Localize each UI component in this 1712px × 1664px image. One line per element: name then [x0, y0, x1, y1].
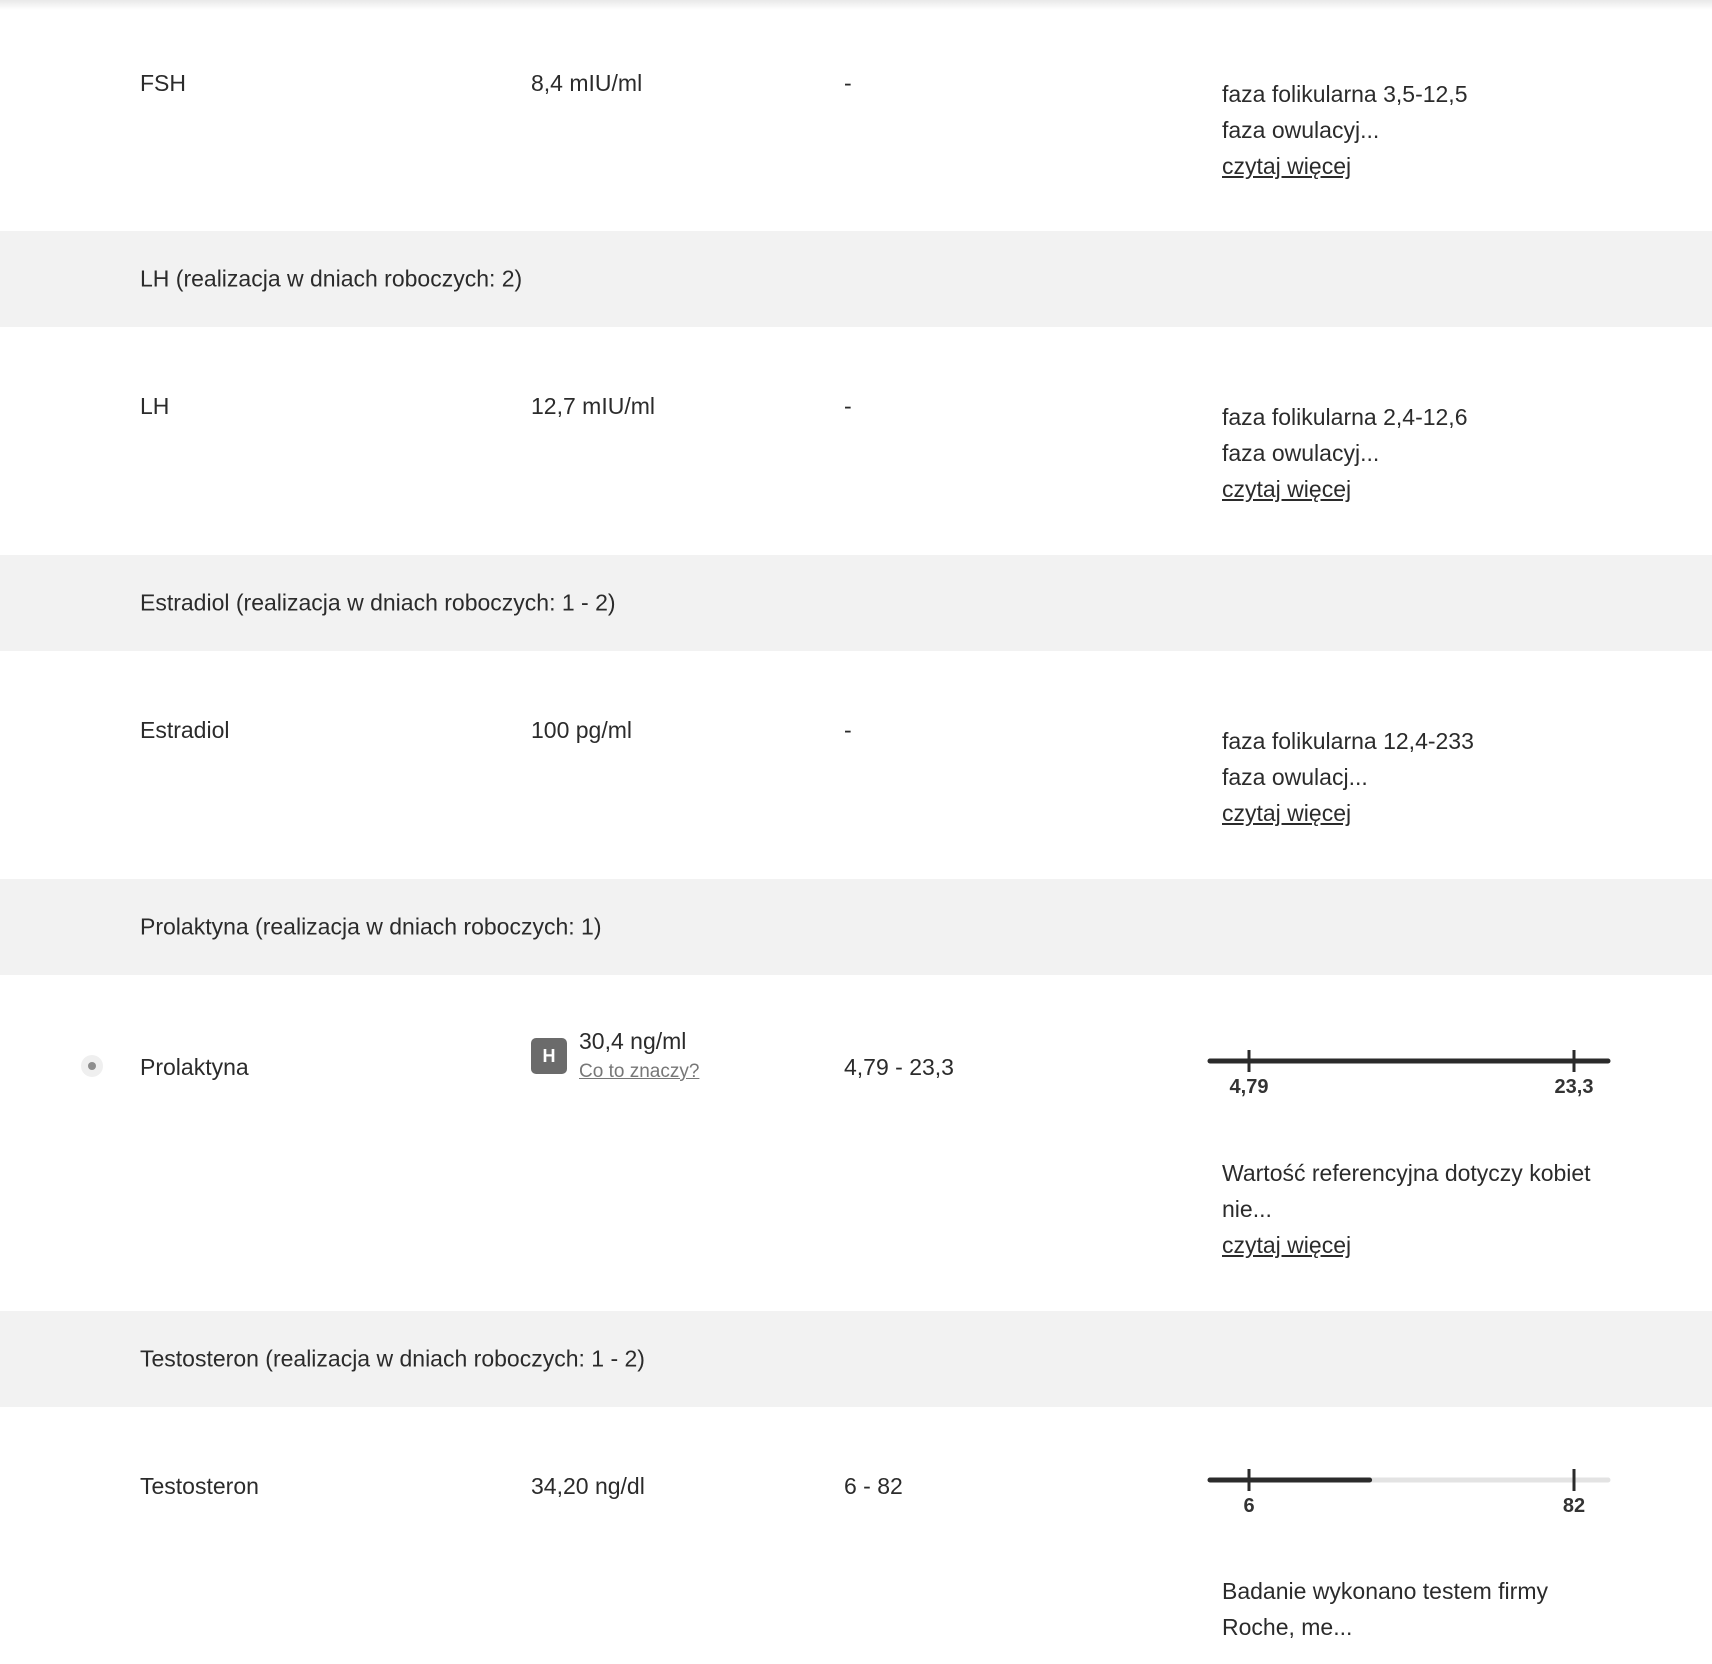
result-value: 100 pg/ml [531, 717, 633, 743]
result-name: LH [140, 393, 170, 419]
reference-text [1222, 1573, 1548, 1645]
result-row-lh [0, 327, 1712, 555]
group-header-estradiol [0, 555, 1712, 651]
group-header-testosteron [0, 1311, 1712, 1407]
reference-line-2: nie... [1222, 1196, 1272, 1222]
reference-line-2: Roche, me... [1222, 1614, 1353, 1640]
group-title: Estradiol (realizacja w dniach roboczych: 1 - 2) [140, 589, 616, 616]
group-header-prolaktyna [0, 879, 1712, 975]
result-row-prolaktyna [0, 975, 1712, 1311]
read-more-link[interactable]: czytaj więcej [1222, 476, 1352, 502]
read-more-link[interactable]: czytaj więcej [1222, 1232, 1352, 1258]
reference-line-1: faza folikularna 12,4-233 [1222, 728, 1474, 754]
result-row-fsh [0, 0, 1712, 231]
range-gauge [1206, 1465, 1612, 1525]
result-range: 6 - 82 [844, 1473, 903, 1499]
read-more-link[interactable]: czytaj więcej [1222, 153, 1352, 179]
reference-line-2: faza owulacyj... [1222, 440, 1380, 466]
reference-line-1: faza folikularna 2,4-12,6 [1222, 404, 1468, 430]
group-title: Testosteron (realizacja w dniach roboczych: 1 - 2) [140, 1345, 645, 1372]
result-value-block [579, 1028, 699, 1083]
abnormal-indicator-icon [81, 1055, 103, 1077]
group-title: Prolaktyna (realizacja w dniach roboczych: 1) [140, 913, 602, 940]
reference-text [1222, 399, 1468, 507]
reference-text [1222, 723, 1474, 831]
result-row-testosteron [0, 1407, 1712, 1664]
range-gauge-svg [1206, 1046, 1612, 1076]
result-value: 12,7 mIU/ml [531, 393, 655, 419]
result-value: 8,4 mIU/ml [531, 70, 643, 96]
result-range: - [844, 717, 852, 743]
result-name: Testosteron [140, 1473, 259, 1499]
group-header-lh [0, 231, 1712, 327]
read-more-link[interactable]: czytaj więcej [1222, 800, 1352, 826]
result-name: FSH [140, 70, 186, 96]
result-value: 30,4 ng/ml [579, 1028, 687, 1054]
result-value: 34,20 ng/dl [531, 1473, 645, 1499]
result-row-estradiol [0, 651, 1712, 879]
result-name: Prolaktyna [140, 1054, 249, 1080]
result-range: - [844, 70, 852, 96]
gauge-low-label: 6 [1243, 1495, 1255, 1517]
reference-line-1: Badanie wykonano testem firmy [1222, 1578, 1548, 1604]
gauge-low-label: 4,79 [1229, 1076, 1269, 1098]
reference-line-1: faza folikularna 3,5-12,5 [1222, 81, 1468, 107]
gauge-high-label: 23,3 [1554, 1076, 1594, 1098]
what-does-it-mean-link[interactable]: Co to znaczy? [579, 1061, 700, 1082]
group-title: LH (realizacja w dniach roboczych: 2) [140, 265, 523, 292]
reference-line-1: Wartość referencyjna dotyczy kobiet [1222, 1160, 1591, 1186]
high-flag-badge: H [531, 1038, 567, 1074]
result-range: 4,79 - 23,3 [844, 1054, 954, 1080]
result-range: - [844, 393, 852, 419]
reference-text [1222, 76, 1468, 184]
reference-line-2: faza owulacyj... [1222, 117, 1380, 143]
reference-text [1222, 1155, 1591, 1263]
range-gauge [1206, 1046, 1612, 1106]
reference-line-2: faza owulacj... [1222, 764, 1368, 790]
range-gauge-svg [1206, 1465, 1612, 1495]
result-name: Estradiol [140, 717, 230, 743]
gauge-high-label: 82 [1562, 1495, 1586, 1517]
